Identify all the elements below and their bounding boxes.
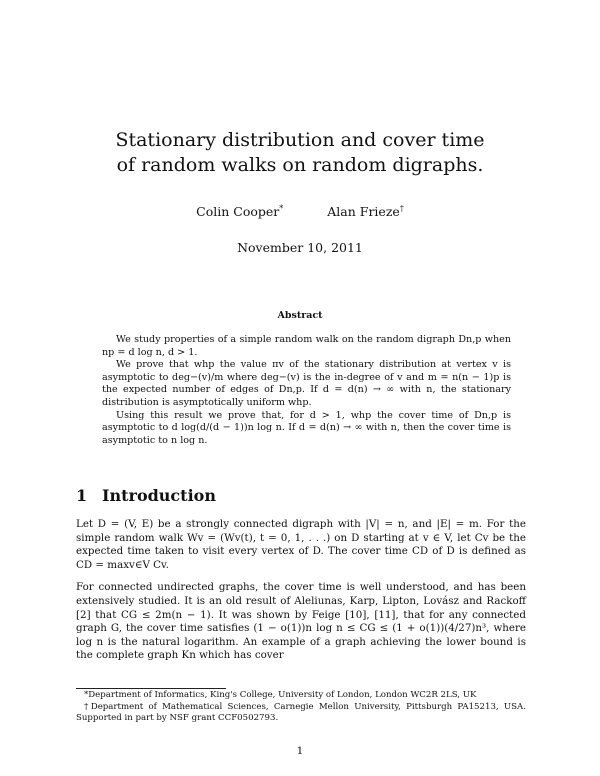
title-line-2: of random walks on random digraphs. <box>116 154 484 176</box>
abstract-body <box>102 334 511 447</box>
footnotes <box>76 690 526 725</box>
footnote: *Department of Informatics, King's College, University of London, London WC2R 2LS, UK <box>84 690 477 700</box>
paper-date: November 10, 2011 <box>237 240 363 255</box>
section-body <box>76 518 526 672</box>
abstract-heading: Abstract <box>277 310 323 321</box>
section-title: Introduction <box>102 486 216 505</box>
footnote-rule <box>76 688 226 689</box>
author-2: Alan Frieze† <box>327 204 404 220</box>
section-heading <box>76 486 216 505</box>
author-1: Colin Cooper* <box>196 204 284 220</box>
abstract-paragraph: Using this result we prove that, for d > 1, whp the cover time of Dn,p is asymptotic to d log(d/(d − 1))n log n. If d = d(n) → ∞ with n, then the cover time is asymptotic to n log n. <box>102 409 511 446</box>
abstract-paragraph: We prove that whp the value πv of the stationary distribution at vertex v is asymptotic to deg−(v)/m where deg−(v) is the in-degree of v and m = n(n − 1)p is the expected number of edges of Dn,p. If d = d(n) → ∞ with n, the stationary distribution is asymptotically uniform whp. <box>102 359 511 408</box>
paper-title <box>60 128 540 178</box>
body-paragraph: Let D = (V, E) be a strongly connected digraph with |V| = n, and |E| = m. For the simple random walk Wv = (Wv(t), t = 0, 1, . . .) on D starting at v ∈ V, let Cv be the expected time taken to visit every vertex of D. The cover time CD of D is defined as CD = maxv∈V Cv. <box>76 518 526 571</box>
page-number: 1 <box>296 745 304 757</box>
abstract-paragraph: We study properties of a simple random walk on the random digraph Dn,p when np = d log n, d > 1. <box>102 334 511 358</box>
title-line-1: Stationary distribution and cover time <box>115 129 485 151</box>
body-paragraph: For connected undirected graphs, the cover time is well understood, and has been extensively studied. It is an old result of Aleliunas, Karp, Lipton, Lovász and Rackoff [2] that CG ≤ 2m(n − 1). It was shown by Feige [10], [11], that for any connected graph G, the cover time satisfies (1 − o(1))n log n ≤ CG ≤ (1 + o(1))(4/27)n³, where log n is the natural logarithm. An example of a graph achieving the lower bound is the complete graph Kn which has cover <box>76 581 526 662</box>
footnote: †Department of Mathematical Sciences, Carnegie Mellon University, Pittsburgh PA15213, USA. Supported in part by NSF grant CCF0502793. <box>76 702 526 723</box>
section-number: 1 <box>76 486 88 505</box>
author-2-footnote-mark: † <box>399 204 404 213</box>
author-1-footnote-mark: * <box>279 204 284 213</box>
author-list <box>60 204 540 219</box>
